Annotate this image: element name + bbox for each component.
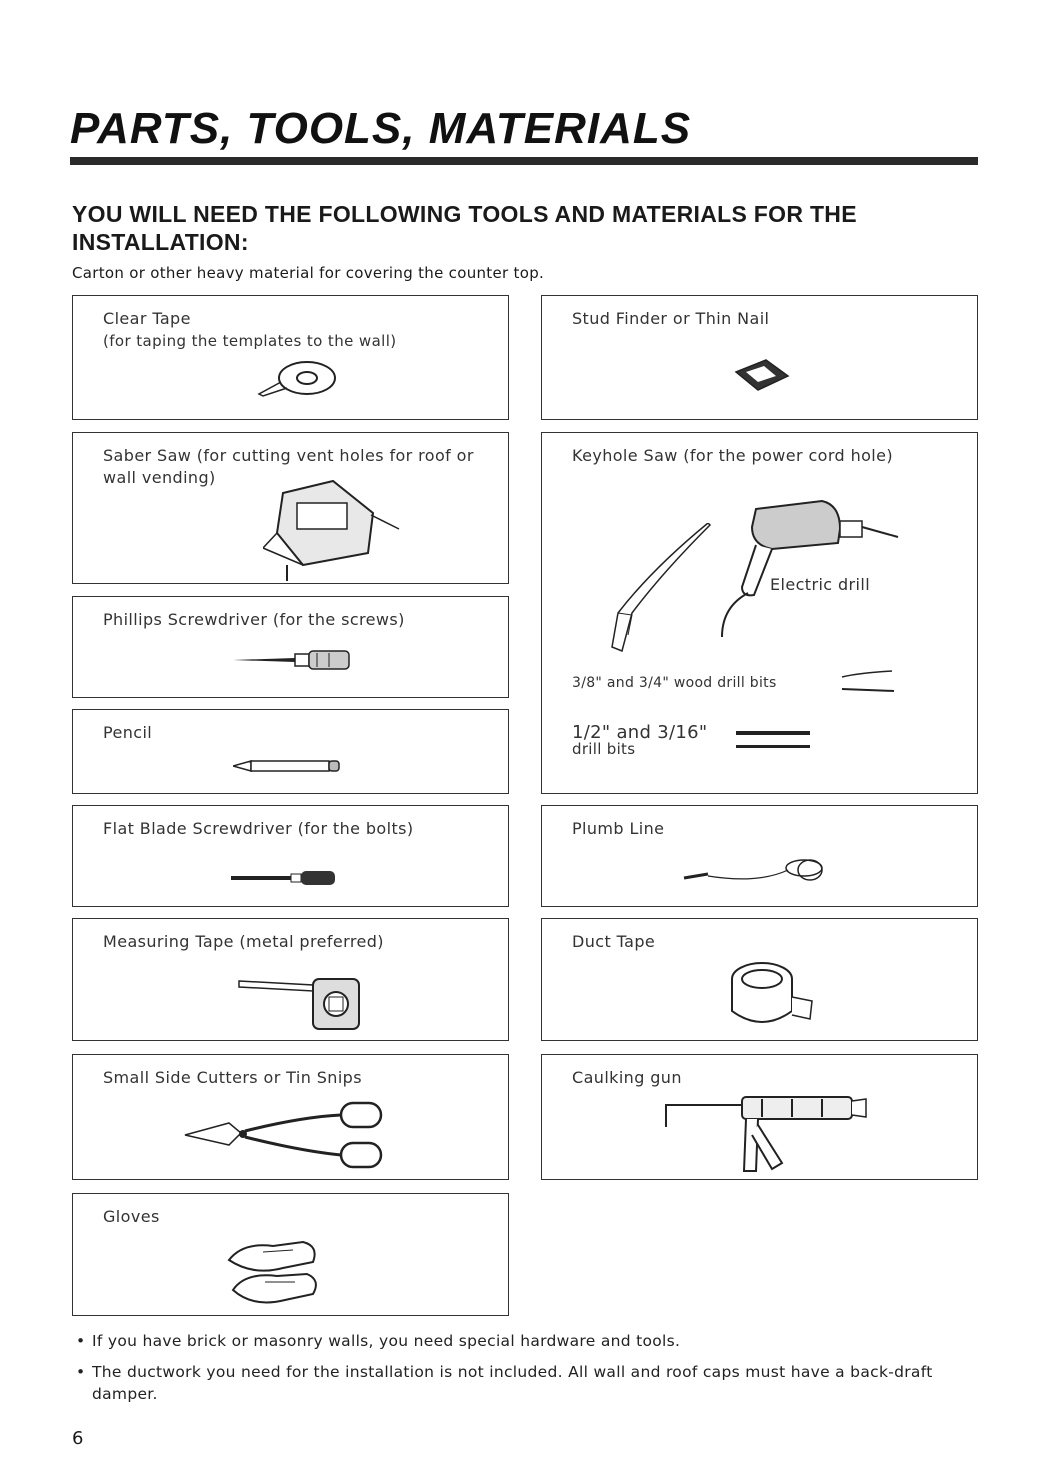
electric-drill-icon: [712, 497, 902, 647]
tool-box-phillips-screwdriver: [72, 596, 509, 698]
tool-box-flat-screwdriver: [72, 805, 509, 907]
tool-box-duct-tape: [541, 918, 978, 1041]
intro-text: Carton or other heavy material for covering the counter top.: [72, 264, 545, 282]
tool-box-keyhole-saw: [541, 432, 978, 794]
plumb-line-icon: [678, 854, 838, 890]
metal-drill-bits-icon: [734, 727, 814, 753]
tool-label: Plumb Line: [572, 819, 665, 838]
stud-finder-icon: [732, 356, 792, 396]
tool-box-plumb-line: [541, 805, 978, 907]
tool-label: Duct Tape: [572, 932, 656, 951]
tool-label: Keyhole Saw (for the power cord hole): [572, 446, 894, 465]
saber-saw-icon: [263, 473, 403, 583]
wood-drill-bits-icon: [838, 669, 898, 695]
tool-label: Clear Tape: [103, 309, 191, 328]
duct-tape-icon: [726, 957, 816, 1033]
wood-drill-bits-label: 3/8" and 3/4" wood drill bits: [572, 675, 777, 691]
tool-label: Phillips Screwdriver (for the screws): [103, 610, 405, 629]
notes-list: [76, 1330, 981, 1414]
clear-tape-icon: [251, 358, 341, 400]
tool-box-pencil: [72, 709, 509, 794]
tool-label: Flat Blade Screwdriver (for the bolts): [103, 819, 414, 838]
drill-bits-text: drill bits: [572, 740, 636, 758]
tool-box-caulking-gun: [541, 1054, 978, 1180]
gloves-icon: [223, 1232, 323, 1312]
tool-label: Caulking gun: [572, 1068, 682, 1087]
tool-label: Measuring Tape (metal preferred): [103, 932, 384, 951]
page-number: 6: [72, 1428, 84, 1449]
keyhole-saw-icon: [592, 523, 712, 653]
tool-box-tin-snips: [72, 1054, 509, 1180]
tool-box-measuring-tape: [72, 918, 509, 1041]
tool-label: Saber Saw (for cutting vent holes for roof or wall vending): [103, 446, 474, 487]
tool-label: Small Side Cutters or Tin Snips: [103, 1068, 362, 1087]
tool-box-stud-finder: [541, 295, 978, 420]
tool-sublabel: (for taping the templates to the wall): [103, 332, 397, 350]
pencil-icon: [233, 758, 343, 774]
electric-drill-label: Electric drill: [770, 575, 871, 594]
phillips-screwdriver-icon: [233, 647, 353, 671]
measuring-tape-icon: [233, 969, 363, 1035]
tool-box-clear-tape: [72, 295, 509, 420]
section-heading: YOU WILL NEED THE FOLLOWING TOOLS AND MATERIALS FOR THE INSTALLATION:: [72, 201, 857, 255]
caulking-gun-icon: [662, 1091, 872, 1175]
tool-label: Pencil: [103, 723, 153, 742]
title-rule: [70, 157, 978, 165]
tool-box-gloves: [72, 1193, 509, 1316]
page-title: PARTS, TOOLS, MATERIALS: [70, 104, 692, 153]
tool-label: Gloves: [103, 1207, 160, 1226]
note-item: • If you have brick or masonry walls, you need special hardware and tools.: [76, 1330, 981, 1352]
drill-bits-size: 1/2" and 3/16": [572, 722, 708, 743]
tool-label: Stud Finder or Thin Nail: [572, 309, 770, 328]
drill-bits-label: [572, 722, 708, 758]
tool-box-saber-saw: [72, 432, 509, 584]
tin-snips-icon: [181, 1097, 391, 1171]
note-item: • The ductwork you need for the installation is not included. All wall and roof caps must have a back-draft damper.: [76, 1361, 981, 1405]
flat-screwdriver-icon: [231, 868, 341, 888]
